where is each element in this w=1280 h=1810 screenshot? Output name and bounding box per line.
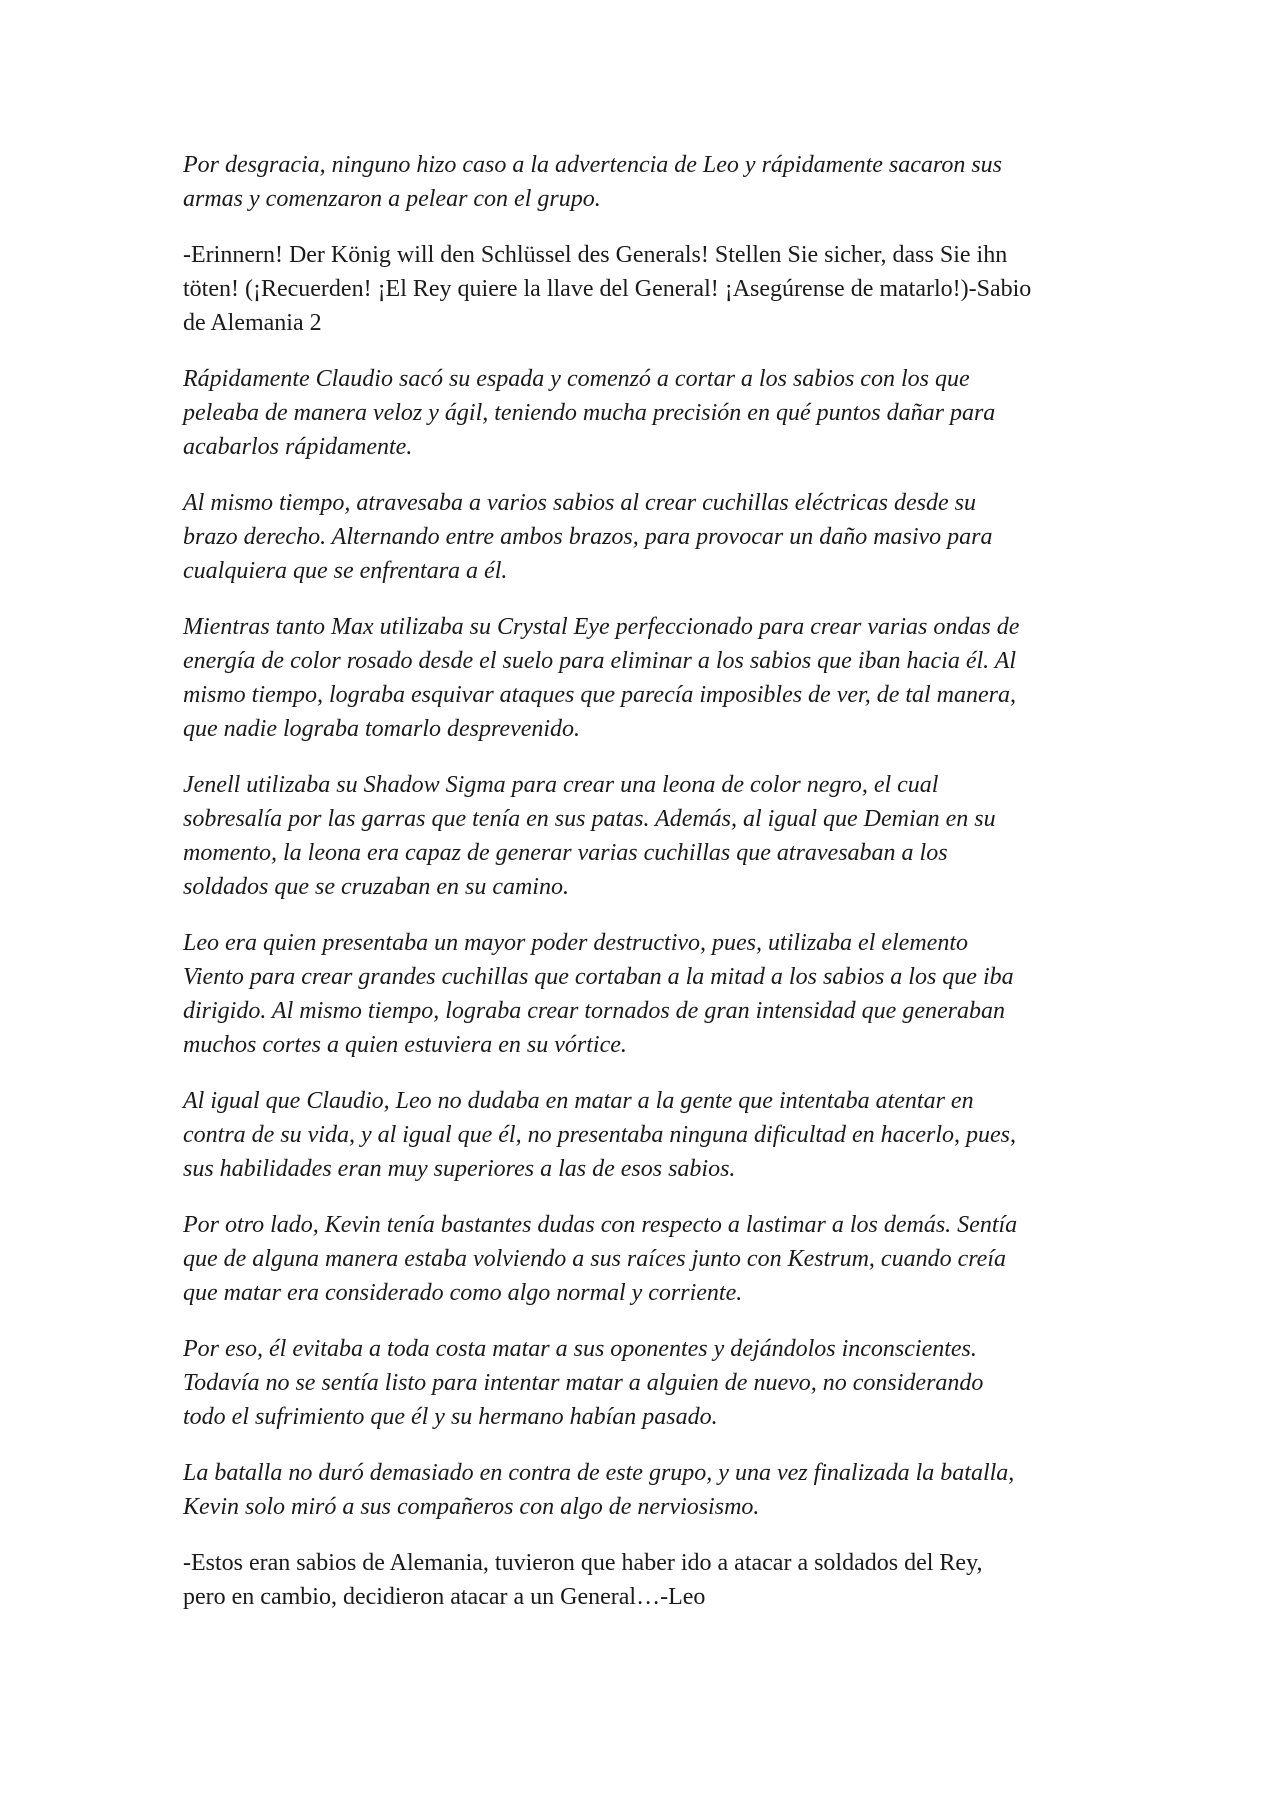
text-line: armas y comenzaron a pelear con el grupo. bbox=[183, 186, 601, 212]
text-line: pero en cambio, decidieron atacar a un General…-Leo bbox=[183, 1584, 706, 1610]
text-line: soldados que se cruzaban en su camino. bbox=[183, 874, 569, 900]
text-line: cualquiera que se enfrentara a él. bbox=[183, 558, 508, 584]
text-line: energía de color rosado desde el suelo para eliminar a los sabios que iban hacia él. Al bbox=[183, 648, 1017, 674]
paragraph bbox=[183, 1332, 1113, 1434]
text-line: acabarlos rápidamente. bbox=[183, 434, 413, 460]
text-line: muchos cortes a quien estuviera en su vórtice. bbox=[183, 1032, 627, 1058]
text-line: -Erinnern! Der König will den Schlüssel des Generals! Stellen Sie sicher, dass Sie ihn bbox=[183, 242, 1008, 268]
text-line: que de alguna manera estaba volviendo a sus raíces junto con Kestrum, cuando creía bbox=[183, 1246, 1006, 1272]
text-line: Por otro lado, Kevin tenía bastantes dudas con respecto a lastimar a los demás. Sentía bbox=[183, 1212, 1018, 1238]
text-line: de Alemania 2 bbox=[183, 310, 322, 336]
text-line: La batalla no duró demasiado en contra de este grupo, y una vez finalizada la batalla, bbox=[183, 1460, 1015, 1486]
text-line: sus habilidades eran muy superiores a las de esos sabios. bbox=[183, 1156, 736, 1182]
paragraph bbox=[183, 1546, 1113, 1614]
text-line: Por eso, él evitaba a toda costa matar a sus oponentes y dejándolos inconscientes. bbox=[183, 1336, 977, 1362]
text-line: que matar era considerado como algo normal y corriente. bbox=[183, 1280, 743, 1306]
text-line: Viento para crear grandes cuchillas que cortaban a la mitad a los sabios a los que iba bbox=[183, 964, 1014, 990]
paragraph bbox=[183, 148, 1113, 216]
paragraph bbox=[183, 610, 1113, 746]
text-line: sobresalía por las garras que tenía en sus patas. Además, al igual que Demian en su bbox=[183, 806, 996, 832]
text-line: momento, la leona era capaz de generar varias cuchillas que atravesaban a los bbox=[183, 840, 948, 866]
text-line: töten! (¡Recuerden! ¡El Rey quiere la llave del General! ¡Asegúrense de matarlo!)-Sabio bbox=[183, 276, 1032, 302]
text-line: Rápidamente Claudio sacó su espada y comenzó a cortar a los sabios con los que bbox=[183, 366, 970, 392]
paragraph bbox=[183, 486, 1113, 588]
text-line: peleaba de manera veloz y ágil, teniendo mucha precisión en qué puntos dañar para bbox=[183, 400, 996, 426]
text-line: Jenell utilizaba su Shadow Sigma para crear una leona de color negro, el cual bbox=[183, 772, 939, 798]
paragraph bbox=[183, 362, 1113, 464]
text-line: mismo tiempo, lograba esquivar ataques que parecía imposibles de ver, de tal manera, bbox=[183, 682, 1017, 708]
paragraph bbox=[183, 238, 1113, 340]
text-line: Leo era quien presentaba un mayor poder destructivo, pues, utilizaba el elemento bbox=[183, 930, 968, 956]
text-line: Kevin solo miró a sus compañeros con algo de nerviosismo. bbox=[183, 1494, 760, 1520]
document-page bbox=[183, 148, 1113, 1636]
paragraph bbox=[183, 1084, 1113, 1186]
text-line: dirigido. Al mismo tiempo, lograba crear tornados de gran intensidad que generaban bbox=[183, 998, 1005, 1024]
paragraph bbox=[183, 1208, 1113, 1310]
paragraph bbox=[183, 1456, 1113, 1524]
text-line: todo el sufrimiento que él y su hermano habían pasado. bbox=[183, 1404, 718, 1430]
text-line: Mientras tanto Max utilizaba su Crystal Eye perfeccionado para crear varias ondas de bbox=[183, 614, 1020, 640]
text-line: Al mismo tiempo, atravesaba a varios sabios al crear cuchillas eléctricas desde su bbox=[183, 490, 977, 516]
text-line: brazo derecho. Alternando entre ambos brazos, para provocar un daño masivo para bbox=[183, 524, 993, 550]
text-line: Al igual que Claudio, Leo no dudaba en matar a la gente que intentaba atentar en bbox=[183, 1088, 974, 1114]
text-line: contra de su vida, y al igual que él, no presentaba ninguna dificultad en hacerlo, pues, bbox=[183, 1122, 1016, 1148]
text-line: Todavía no se sentía listo para intentar matar a alguien de nuevo, no considerando bbox=[183, 1370, 984, 1396]
paragraph bbox=[183, 926, 1113, 1062]
paragraph bbox=[183, 768, 1113, 904]
text-line: que nadie lograba tomarlo desprevenido. bbox=[183, 716, 581, 742]
text-line: Por desgracia, ninguno hizo caso a la advertencia de Leo y rápidamente sacaron sus bbox=[183, 152, 1003, 178]
text-line: -Estos eran sabios de Alemania, tuvieron que haber ido a atacar a soldados del Rey, bbox=[183, 1550, 983, 1576]
